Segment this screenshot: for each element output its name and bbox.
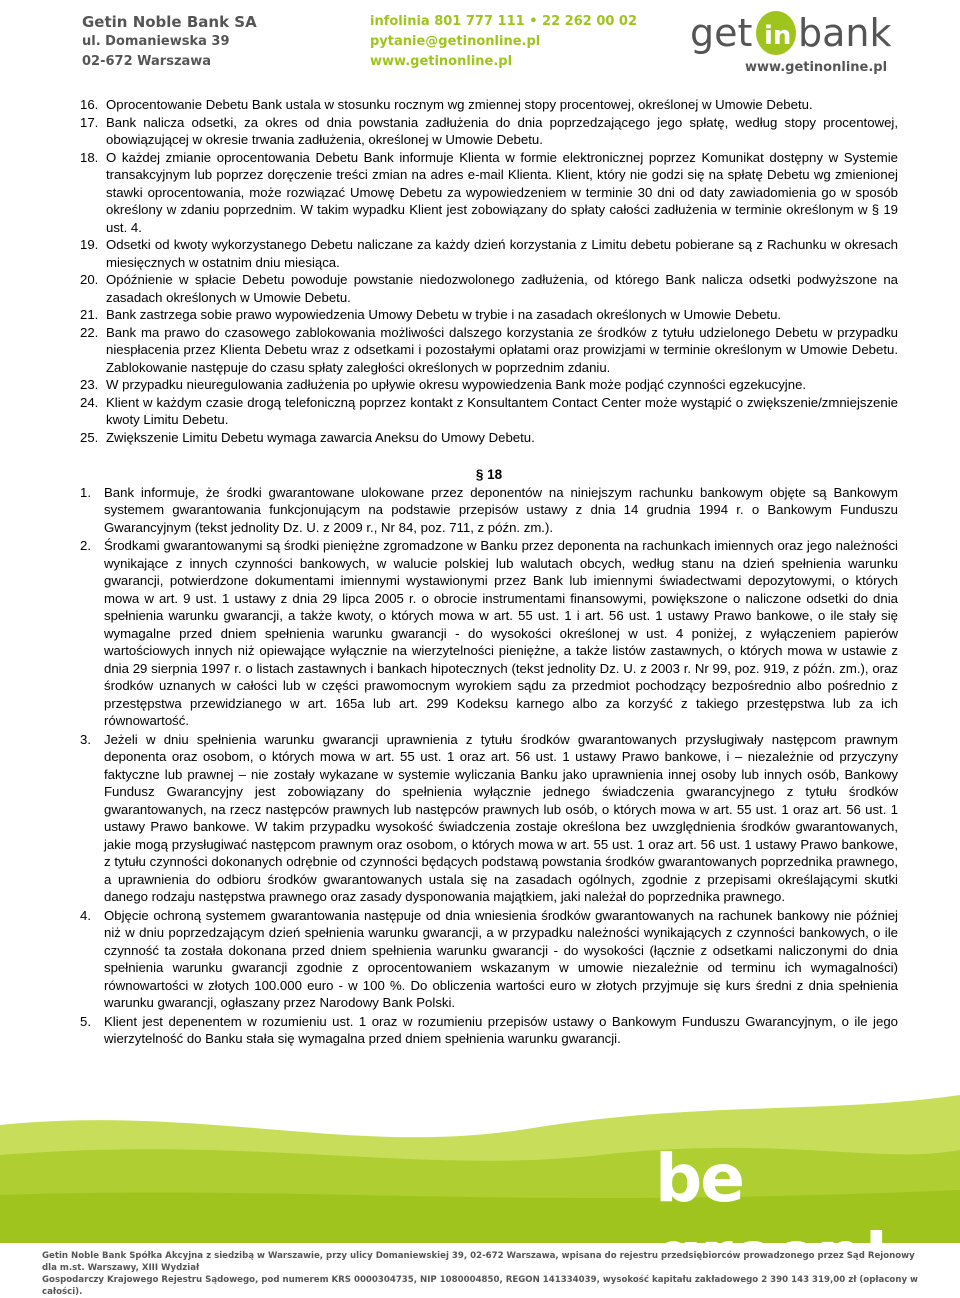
item-number: 19.: [80, 237, 99, 252]
contact-email[interactable]: pytanie@getinonline.pl: [370, 34, 541, 49]
getinbank-logo: [690, 8, 905, 58]
list-item: [80, 149, 898, 237]
list-item: [80, 1013, 898, 1048]
item-text: Odsetki od kwoty wykorzystanego Debetu naliczane za każdy dzień korzystania z Limitu debetu pobierane są z Rachunku w okresach miesięcznych w ostatnim dniu miesiąca.: [106, 237, 898, 270]
section-18-heading: § 18: [475, 467, 503, 482]
item-text: Bank informuje, że środki gwarantowane ulokowane przez deponentów na niniejszym rachunku bankowym objęte są Bankowym systemem gwarantowania funkcjonującym na podstawie przepisów ustawy z dnia 14 grudnia 1994 r. o Bankowym Funduszu Gwarancyjnym (tekst jednolity Dz. U. z 2009 r., Nr 84, poz. 711, z późn. zm.).: [104, 484, 898, 535]
footer-line-2: Gospodarczy Krajowego Rejestru Sądowego, pod numerem KRS 0000304735, NIP 1080004850, REGON 141334039, wysokość kapitału zakładowego 2 390 143 319,00 zł (opłacony w całości).: [42, 1275, 918, 1297]
item-text: Opóźnienie w spłacie Debetu powoduje powstanie niedozwolonego zadłużenia, od którego Bank nalicza odsetki podwyższone na zasadach określonych w Umowie Debetu.: [106, 272, 898, 305]
list-item: [80, 236, 898, 271]
item-text: Klient w każdym czasie drogą telefoniczną poprzez kontakt z Konsultantem Contact Center może wystąpić o zwiększenie/zmniejszenie kwoty Limitu Debetu.: [106, 394, 898, 427]
item-number: 24.: [80, 394, 99, 410]
contact-info: [370, 12, 637, 72]
bank-street: ul. Domaniewska 39: [82, 34, 230, 49]
item-text: Bank ma prawo do czasowego zablokowania możliwości dalszego korzystania ze środków z tytułu udzielonego Debetu w przypadku niespłacenia przez Klienta Debetu wraz z odsetkami i pozostałymi opłatami oraz prowizjami w terminie określonym w Umowie Debetu. Zablokowanie następuje do czasu spłaty zaległości określonych w poprzednim zdaniu.: [106, 324, 898, 375]
item-number: 16.: [80, 97, 99, 112]
item-number: 2.: [80, 538, 91, 553]
item-number: 5.: [80, 1013, 91, 1029]
item-number: 1.: [80, 484, 91, 500]
item-text: O każdej zmianie oprocentowania Debetu Bank informuje Klienta w formie elektronicznej poprzez Komunikat dostępny w Systemie transakcyjnym lub poprzez doręczenie treści zmian na adres e-mail Klienta. Klient, który nie godzi się na spłatę Debetu wg zmienionej stawki oprocentowania, może rozwiązać Umowę Debetu za wypowiedzeniem w terminie 30 dni od daty zawiadomienia go w sposób określony w zdaniu poprzednim. W takim wypadku Klient jest zobowiązany do spłaty całości zadłużenia w terminie określonym w § 19 ust. 4.: [106, 149, 898, 235]
footer-line-1: Getin Noble Bank Spółka Akcyjna z siedzibą w Warszawie, przy ulicy Domaniewskiej 39, 02-672 Warszawa, wpisana do rejestru przedsiębiorców prowadzonego przez Sąd Rejonowy dla m.st. Warszawy, XIII Wydział: [42, 1251, 915, 1273]
item-text: Bank zastrzega sobie prawo wypowiedzenia Umowy Debetu w trybie i na zasadach określonych w Umowie Debetu.: [106, 307, 782, 322]
item-number: 4.: [80, 907, 91, 923]
contact-website[interactable]: www.getinonline.pl: [370, 54, 513, 69]
svg-text:in: in: [764, 21, 792, 51]
svg-text:bank: bank: [798, 11, 892, 55]
item-text: Bank nalicza odsetki, za okres od dnia powstania zadłużenia do dnia poprzedzającego jego spłatę, według stopy procentowej, obowiązującej w okresie trwania zadłużenia, określonej w Umowie Debetu.: [106, 114, 898, 147]
list-item: [80, 394, 898, 429]
list-item: [80, 324, 898, 377]
item-text: Zwiększenie Limitu Debetu wymaga zawarcia Aneksu do Umowy Debetu.: [106, 429, 535, 445]
logo-website[interactable]: www.getinonline.pl: [745, 60, 888, 75]
list-item: [80, 484, 898, 537]
item-text: Oprocentowanie Debetu Bank ustala w stosunku rocznym wg zmiennej stopy procentowej, określonej w Umowie Debetu.: [106, 97, 813, 112]
list-item: [80, 114, 898, 149]
item-number: 23.: [80, 377, 99, 392]
legal-footer: [42, 1250, 932, 1298]
list-item: [80, 907, 898, 1012]
item-text: Klient jest depenentem w rozumieniu ust. 1 oraz w rozumieniu przepisów ustawy o Bankowym Funduszu Gwarancyjnym, o ile jego wierzytelność do Banku stała się wymagalna przed dniem spełnienia warunku gwarancji.: [104, 1013, 898, 1046]
item-number: 18.: [80, 149, 99, 165]
item-number: 21.: [80, 307, 99, 322]
bank-name: Getin Noble Bank SA: [82, 13, 257, 31]
item-text: Objęcie ochroną systemem gwarantowania następuje od dnia wniesienia środków gwarantowanych na rachunek bankowy nie później niż w dniu poprzedzającym dzień spełnienia warunku gwarancji, a w przypadku należności wynikających z czynności bankowych, o ile czynność ta została dokonana przed dniem spełnienia warunku gwarancji - do wysokości (łącznie z odsetkami naliczonymi do dnia spełnienia warunku gwarancji zgodnie z oprocentowaniem wskazanym w umowie niezależnie od terminu ich wymagalności) równowartości w złotych 100.000 euro - w 100 %. Do obliczenia wartości euro w złotych przyjmuje się kurs średni z dnia spełnienia warunku gwarancji, ogłaszany przez Narodowy Bank Polski.: [104, 907, 898, 1010]
list-item: [80, 306, 898, 324]
list-item: [80, 731, 898, 906]
item-number: 20.: [80, 272, 99, 287]
item-number: 22.: [80, 324, 99, 340]
list-item: [80, 537, 898, 730]
infolinia: infolinia 801 777 111 • 22 262 00 02: [370, 14, 638, 29]
item-number: 25.: [80, 429, 99, 445]
svg-text:get: get: [690, 11, 753, 55]
item-text: Środkami gwarantowanymi są środki pieniężne zgromadzone w Banku przez deponenta na rachunkach imiennych oraz jego należności wynikające z innych czynności bankowych, w walucie polskiej lub walutach obcych, według stanu na dzień spełnienia warunku gwarancji, potwierdzone dokumentami imiennymi wystawionymi przez Bank lub imiennymi świadectwami depozytowymi, o których mowa w art. 9 ust. 1 ustawy z dnia 29 lipca 2005 r. o obrocie instrumentami finansowymi, powiększone o naliczone odsetki do dnia spełnienia warunku gwarancji, a także kwoty, o których mowa w art. 55 ust. 1 i art. 56 ust. 1 ustawy Prawo bankowe, o ile stały się wymagalne przed dniem spełnienia warunku gwarancji - do wysokości określonej w ust. 4 poniżej, z wyłączeniem papierów wartościowych innych niż opiewające wyłącznie na wierzytelności pieniężne, a także listów zastawnych, o których mowa w ustawie z dnia 29 sierpnia 1997 r. o listach zastawnych i bankach hipotecznych (tekst jednolity Dz. U. z 2003 r. Nr 99, poz. 919, z późn. zm.), oraz środków uznanych w całości lub w części prawomocnym wyrokiem sądu za przedmiot pochodzący bezpośrednio albo pośrednio z przestępstwa przewidzianego w art. 165a lub art. 299 Kodeksu karnego albo za korzyść z takiego przestępstwa lub za ich równowartość.: [104, 538, 898, 728]
list-item: [80, 376, 898, 394]
letterhead: [0, 0, 960, 90]
list-item: [80, 429, 898, 447]
item-number: 3.: [80, 731, 91, 747]
item-number: 17.: [80, 114, 99, 130]
bank-city: 02-672 Warszawa: [82, 54, 212, 69]
slogan: be green!: [655, 1140, 890, 1294]
list-item: [80, 96, 898, 114]
item-text: W przypadku nieuregulowania zadłużenia po upływie okresu wypowiedzenia Bank może podjąć czynności egzekucyjne.: [106, 377, 807, 392]
bank-address: [82, 12, 257, 72]
item-text: Jeżeli w dniu spełnienia warunku gwarancji uprawnienia z tytułu środków gwarantowanych przysługiwały następcom prawnym deponenta oraz osobom, o których mowa w art. 55 ust. 1 oraz art. 56 ust. 1 ustawy Prawo bankowe, i – niezależnie od przyczyny faktyczne lub prawnej – nie zostały wykazane w systemie wyliczania Banku jako uprawnienia innej osoby lub innych osób, Bankowy Fundusz Gwarancyjny jest zobowiązany do spełnienia wyłącznie jednego świadczenia gwarancyjnego z tytułu środków gwarantowanych, na rzecz następców prawnych lub następców prawnych lub osób, o których mowa w art. 55 ust. 1 oraz art. 56 ust. 1 ustawy Prawo bankowe. W takim przypadku wysokość świadczenia zostaje określona bez uwzględnienia środków gwarantowanych, jakie mogą przysługiwać następcom prawnym oraz osobom, o których mowa w art. 55 ust. 1 oraz art. 56 ust. 1 ustawy Prawo bankowe, z tytułu czynności dokonanych odrębnie od czynności będących podstawą powstania środków gwarantowanych poprzednika prawnego, a uprawnienia do odbioru środków gwarantowanych ustala się na zasadach ogólnych, zgodnie z przepisami określającymi skutki danego rodzaju następstwa prawnego oraz zasady dysponowania majątkiem, jaki należał do poprzednika prawnego.: [104, 731, 898, 904]
list-item: [80, 271, 898, 306]
document-body: [80, 96, 898, 1049]
section-18-items: [80, 484, 898, 1048]
section-17-items: [80, 96, 898, 446]
